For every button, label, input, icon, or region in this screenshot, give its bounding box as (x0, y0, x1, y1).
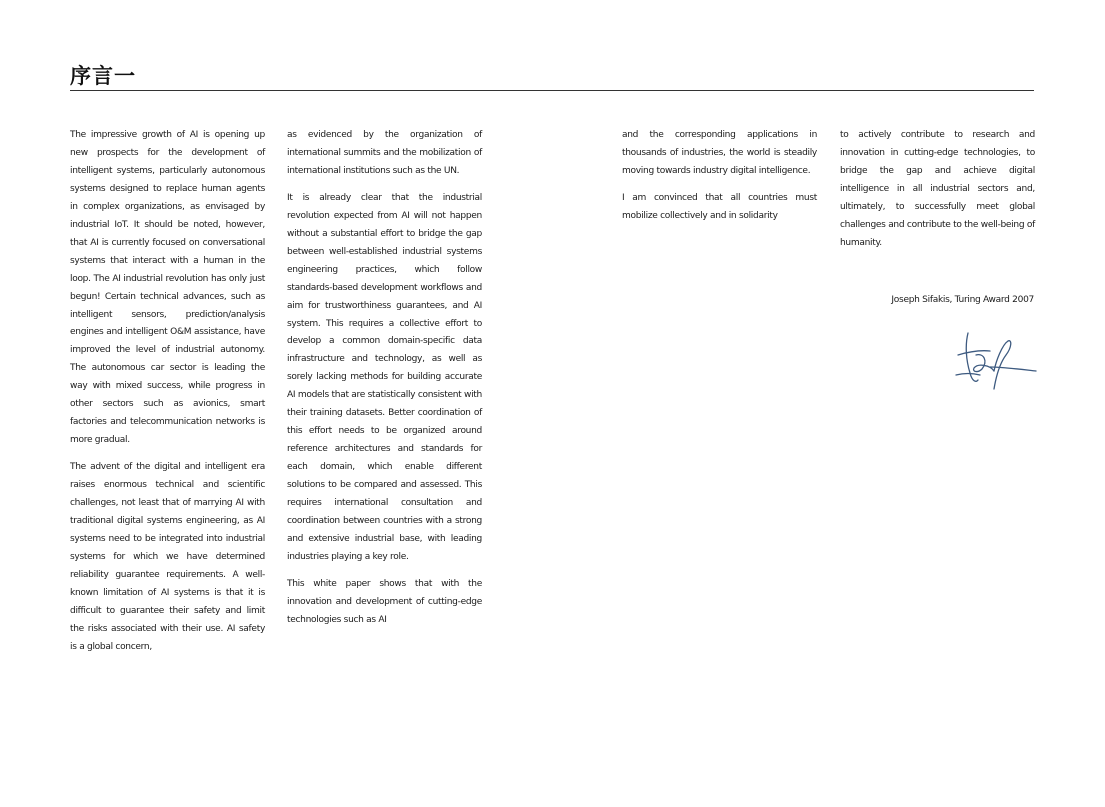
paragraph: It is already clear that the industrial revolution expected from AI will not happen without a substantial effort to bridge the gap between well-established industrial systems engineering practices, which follow standards-based development workflows and aim for trustworthiness guarantees, and AI system. This requires a collective effort to develop a common domain-specific data infrastructure and technology, as well as sorely lacking methods for building accurate AI models that are statistically consistent with their training datasets. Better coordination of this effort needs to be organized around reference architectures and standards for each domain, which enable different solutions to be compared and assessed. This requires international consultation and coordination between countries with a strong and extensive industrial base, with leading industries playing a key role. (287, 192, 482, 562)
paragraph: I am convinced that all countries must mobilize collectively and in solidarity (622, 192, 817, 221)
text-column-1 (70, 127, 265, 666)
handwritten-signature (950, 325, 1040, 395)
paragraph: and the corresponding applications in thousands of industries, the world is steadily moving towards industry digital intelligence. (622, 130, 817, 176)
paragraph: to actively contribute to research and innovation in cutting-edge technologies, to bridge the gap and achieve digital intelligence in all industrial sectors and, ultimately, to successfully meet global challenges and contribute to the well-being of humanity. (840, 130, 1035, 248)
title-divider (70, 90, 1034, 91)
signature-name: Joseph Sifakis, Turing Award 2007 (891, 295, 1034, 305)
text-column-2 (287, 127, 482, 639)
paragraph: The impressive growth of AI is opening up new prospects for the development of intelligent systems, particularly autonomous systems designed to replace human agents in complex organizations, as envisaged by industrial IoT. It should be noted, however, that AI is currently focused on conversational systems that interact with a human in the loop. The AI industrial revolution has only just begun! Certain technical advances, such as intelligent sensors, prediction/analysis engines and intelligent O&M assistance, have improved the level of industrial autonomy. The autonomous car sector is leading the way with mixed success, while progress in other sectors such as avionics, smart factories and telecommunication networks is more gradual. (70, 130, 265, 446)
text-column-4 (840, 127, 1035, 262)
paragraph: as evidenced by the organization of international summits and the mobilization of international institutions such as the UN. (287, 130, 482, 176)
text-column-3 (622, 127, 817, 235)
page-title: 序言一 (70, 64, 136, 88)
paragraph: This white paper shows that with the innovation and development of cutting-edge technologies such as AI (287, 578, 482, 625)
paragraph: The advent of the digital and intelligent era raises enormous technical and scientific challenges, not least that of marrying AI with traditional digital systems engineering, as AI systems need to be integrated into industrial systems for which we have determined reliability guarantee requirements. A well-known limitation of AI systems is that it is difficult to guarantee their safety and limit the risks associated with their use. AI safety is a global concern, (70, 462, 265, 652)
